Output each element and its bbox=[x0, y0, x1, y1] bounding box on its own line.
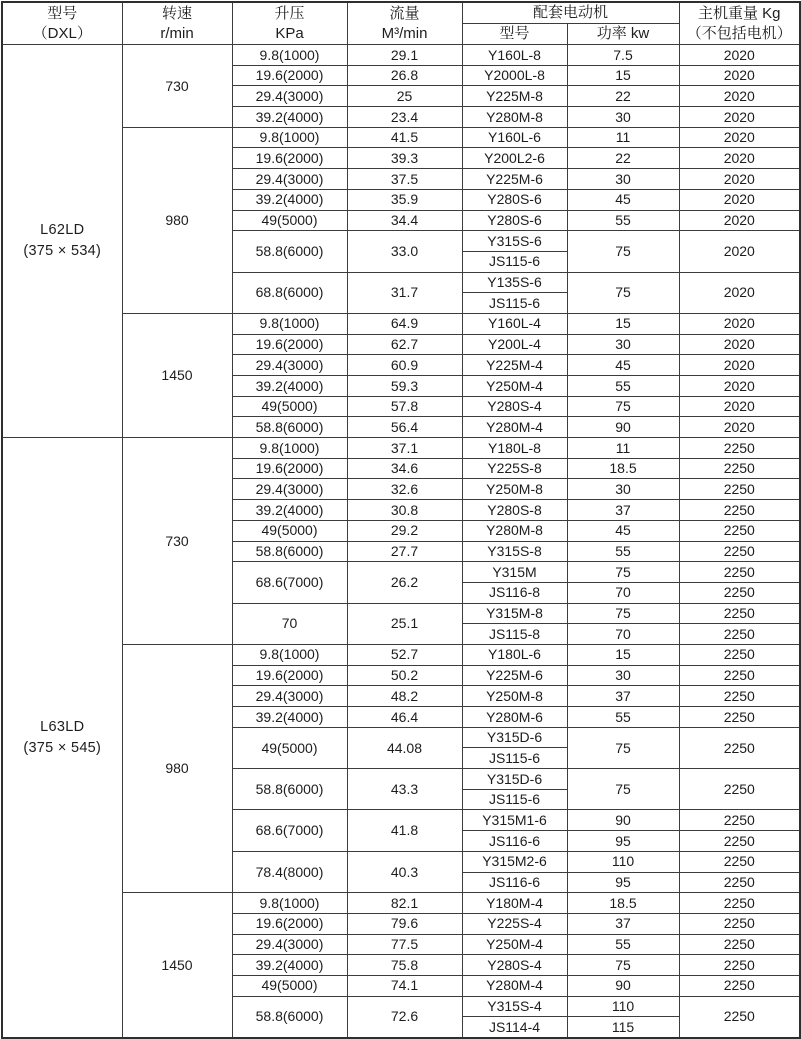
cell-motor-model: Y315S-6 bbox=[462, 231, 567, 252]
cell-pressure: 9.8(1000) bbox=[232, 438, 347, 459]
cell-motor-model: Y280M-6 bbox=[462, 707, 567, 728]
cell-power: 70 bbox=[567, 582, 679, 603]
cell-motor-model: Y180L-6 bbox=[462, 644, 567, 665]
cell-flow: 30.8 bbox=[347, 500, 462, 521]
cell-pressure: 39.2(4000) bbox=[232, 107, 347, 128]
cell-pressure: 68.8(6000) bbox=[232, 272, 347, 313]
header-model-line2: （DXL） bbox=[32, 24, 92, 42]
cell-flow: 72.6 bbox=[347, 996, 462, 1038]
cell-pressure: 39.2(4000) bbox=[232, 500, 347, 521]
header-motor-power: 功率 kw bbox=[567, 24, 679, 45]
cell-motor-model: Y315D-6 bbox=[462, 727, 567, 748]
cell-weight: 2250 bbox=[679, 707, 800, 728]
cell-pressure: 49(5000) bbox=[232, 975, 347, 996]
table-row bbox=[2, 45, 800, 66]
cell-weight: 2020 bbox=[679, 210, 800, 231]
cell-power: 7.5 bbox=[567, 45, 679, 66]
cell-flow: 64.9 bbox=[347, 313, 462, 334]
cell-pressure: 29.4(3000) bbox=[232, 169, 347, 190]
cell-speed: 980 bbox=[122, 644, 232, 892]
cell-flow: 32.6 bbox=[347, 479, 462, 500]
cell-weight: 2250 bbox=[679, 438, 800, 459]
cell-power: 55 bbox=[567, 210, 679, 231]
cell-flow: 59.3 bbox=[347, 376, 462, 397]
cell-power: 15 bbox=[567, 644, 679, 665]
cell-speed: 730 bbox=[122, 438, 232, 645]
cell-weight: 2250 bbox=[679, 851, 800, 872]
cell-motor-model: Y280S-4 bbox=[462, 955, 567, 976]
cell-pressure: 29.4(3000) bbox=[232, 355, 347, 376]
cell-flow: 43.3 bbox=[347, 769, 462, 810]
cell-power: 55 bbox=[567, 541, 679, 562]
cell-motor-model: JS115-8 bbox=[462, 624, 567, 645]
cell-weight: 2250 bbox=[679, 603, 800, 624]
cell-flow: 79.6 bbox=[347, 913, 462, 934]
cell-pressure: 49(5000) bbox=[232, 396, 347, 417]
cell-pressure: 49(5000) bbox=[232, 727, 347, 768]
cell-flow: 31.7 bbox=[347, 272, 462, 313]
cell-flow: 62.7 bbox=[347, 334, 462, 355]
table-header bbox=[2, 2, 800, 45]
cell-pressure: 68.6(7000) bbox=[232, 810, 347, 851]
table-row bbox=[2, 438, 800, 459]
cell-motor-model: Y280M-8 bbox=[462, 520, 567, 541]
cell-power: 95 bbox=[567, 831, 679, 852]
cell-weight: 2020 bbox=[679, 127, 800, 148]
cell-pressure: 78.4(8000) bbox=[232, 851, 347, 892]
cell-power: 11 bbox=[567, 438, 679, 459]
cell-flow: 37.5 bbox=[347, 169, 462, 190]
cell-motor-model: Y280S-6 bbox=[462, 189, 567, 210]
cell-power: 75 bbox=[567, 272, 679, 313]
cell-power: 55 bbox=[567, 376, 679, 397]
cell-power: 18.5 bbox=[567, 458, 679, 479]
cell-flow: 37.1 bbox=[347, 438, 462, 459]
cell-flow: 74.1 bbox=[347, 975, 462, 996]
cell-flow: 25.1 bbox=[347, 603, 462, 644]
cell-weight: 2250 bbox=[679, 520, 800, 541]
header-weight-line2: （不包括电机） bbox=[686, 24, 792, 42]
cell-model: L63LD (375 × 545) bbox=[2, 438, 122, 1038]
cell-motor-model: Y160L-8 bbox=[462, 45, 567, 66]
motor-spec-table bbox=[1, 1, 801, 1039]
cell-weight: 2020 bbox=[679, 376, 800, 397]
cell-flow: 57.8 bbox=[347, 396, 462, 417]
cell-weight: 2020 bbox=[679, 107, 800, 128]
cell-pressure: 39.2(4000) bbox=[232, 376, 347, 397]
cell-motor-model: Y315S-4 bbox=[462, 996, 567, 1017]
cell-motor-model: Y200L-4 bbox=[462, 334, 567, 355]
cell-weight: 2250 bbox=[679, 872, 800, 893]
cell-weight: 2020 bbox=[679, 148, 800, 169]
cell-power: 30 bbox=[567, 334, 679, 355]
header-model-line1: 型号 bbox=[47, 4, 78, 22]
cell-power: 75 bbox=[567, 955, 679, 976]
cell-power: 15 bbox=[567, 313, 679, 334]
cell-power: 37 bbox=[567, 686, 679, 707]
cell-motor-model: Y250M-8 bbox=[462, 686, 567, 707]
cell-weight: 2250 bbox=[679, 458, 800, 479]
header-speed bbox=[122, 2, 232, 45]
cell-weight: 2020 bbox=[679, 169, 800, 190]
cell-power: 30 bbox=[567, 665, 679, 686]
spec-table-body bbox=[2, 45, 800, 1039]
cell-flow: 33.0 bbox=[347, 231, 462, 272]
header-flow-line1: 流量 bbox=[389, 4, 420, 22]
cell-model: L62LD (375 × 534) bbox=[2, 45, 122, 438]
cell-weight: 2250 bbox=[679, 582, 800, 603]
cell-flow: 75.8 bbox=[347, 955, 462, 976]
cell-motor-model: Y280M-4 bbox=[462, 975, 567, 996]
cell-pressure: 39.2(4000) bbox=[232, 707, 347, 728]
cell-power: 45 bbox=[567, 189, 679, 210]
cell-pressure: 58.8(6000) bbox=[232, 417, 347, 438]
cell-flow: 41.5 bbox=[347, 127, 462, 148]
cell-weight: 2020 bbox=[679, 65, 800, 86]
cell-flow: 39.3 bbox=[347, 148, 462, 169]
cell-pressure: 29.4(3000) bbox=[232, 479, 347, 500]
header-pressure-line1: 升压 bbox=[274, 4, 305, 22]
cell-speed: 1450 bbox=[122, 893, 232, 1038]
cell-power: 110 bbox=[567, 851, 679, 872]
cell-weight: 2020 bbox=[679, 86, 800, 107]
cell-speed: 980 bbox=[122, 127, 232, 313]
cell-weight: 2250 bbox=[679, 831, 800, 852]
cell-flow: 34.4 bbox=[347, 210, 462, 231]
cell-weight: 2020 bbox=[679, 272, 800, 313]
cell-flow: 77.5 bbox=[347, 934, 462, 955]
cell-flow: 35.9 bbox=[347, 189, 462, 210]
cell-weight: 2250 bbox=[679, 975, 800, 996]
cell-flow: 29.1 bbox=[347, 45, 462, 66]
cell-motor-model: JS116-8 bbox=[462, 582, 567, 603]
cell-weight: 2020 bbox=[679, 231, 800, 272]
cell-weight: 2250 bbox=[679, 934, 800, 955]
cell-motor-model: Y225M-8 bbox=[462, 86, 567, 107]
cell-motor-model: Y280S-4 bbox=[462, 396, 567, 417]
cell-power: 45 bbox=[567, 355, 679, 376]
cell-pressure: 49(5000) bbox=[232, 520, 347, 541]
table-row bbox=[2, 313, 800, 334]
cell-weight: 2250 bbox=[679, 955, 800, 976]
cell-speed: 730 bbox=[122, 45, 232, 128]
cell-pressure: 19.6(2000) bbox=[232, 65, 347, 86]
cell-motor-model: JS115-6 bbox=[462, 293, 567, 314]
cell-pressure: 29.4(3000) bbox=[232, 686, 347, 707]
cell-weight: 2020 bbox=[679, 417, 800, 438]
cell-weight: 2250 bbox=[679, 996, 800, 1038]
cell-weight: 2250 bbox=[679, 541, 800, 562]
header-pressure-line2: KPa bbox=[275, 24, 304, 42]
cell-weight: 2020 bbox=[679, 396, 800, 417]
cell-motor-model: Y250M-4 bbox=[462, 934, 567, 955]
cell-flow: 26.2 bbox=[347, 562, 462, 603]
cell-weight: 2020 bbox=[679, 189, 800, 210]
cell-flow: 40.3 bbox=[347, 851, 462, 892]
header-weight bbox=[679, 2, 800, 45]
cell-motor-model: Y315M2-6 bbox=[462, 851, 567, 872]
cell-pressure: 68.6(7000) bbox=[232, 562, 347, 603]
cell-pressure: 9.8(1000) bbox=[232, 893, 347, 914]
cell-motor-model: JS114-4 bbox=[462, 1017, 567, 1038]
cell-flow: 48.2 bbox=[347, 686, 462, 707]
cell-motor-model: Y225S-8 bbox=[462, 458, 567, 479]
cell-weight: 2020 bbox=[679, 313, 800, 334]
cell-power: 95 bbox=[567, 872, 679, 893]
cell-flow: 44.08 bbox=[347, 727, 462, 768]
cell-power: 75 bbox=[567, 603, 679, 624]
cell-pressure: 58.8(6000) bbox=[232, 231, 347, 272]
cell-power: 37 bbox=[567, 913, 679, 934]
header-pressure bbox=[232, 2, 347, 45]
cell-motor-model: Y315M-8 bbox=[462, 603, 567, 624]
cell-weight: 2250 bbox=[679, 665, 800, 686]
cell-motor-model: Y225M-6 bbox=[462, 665, 567, 686]
cell-pressure: 49(5000) bbox=[232, 210, 347, 231]
cell-motor-model: Y250M-8 bbox=[462, 479, 567, 500]
cell-pressure: 19.6(2000) bbox=[232, 458, 347, 479]
cell-weight: 2250 bbox=[679, 727, 800, 768]
cell-motor-model: Y135S-6 bbox=[462, 272, 567, 293]
cell-pressure: 58.8(6000) bbox=[232, 769, 347, 810]
cell-motor-model: Y280S-8 bbox=[462, 500, 567, 521]
cell-power: 18.5 bbox=[567, 893, 679, 914]
cell-flow: 41.8 bbox=[347, 810, 462, 851]
cell-pressure: 9.8(1000) bbox=[232, 127, 347, 148]
cell-pressure: 29.4(3000) bbox=[232, 934, 347, 955]
cell-pressure: 39.2(4000) bbox=[232, 189, 347, 210]
cell-power: 90 bbox=[567, 810, 679, 831]
cell-power: 75 bbox=[567, 769, 679, 810]
header-model bbox=[2, 2, 122, 45]
cell-speed: 1450 bbox=[122, 313, 232, 437]
cell-power: 30 bbox=[567, 169, 679, 190]
cell-weight: 2250 bbox=[679, 893, 800, 914]
cell-flow: 46.4 bbox=[347, 707, 462, 728]
cell-power: 30 bbox=[567, 107, 679, 128]
cell-motor-model: JS115-6 bbox=[462, 789, 567, 810]
spec-sheet bbox=[0, 1, 800, 1035]
cell-motor-model: JS115-6 bbox=[462, 251, 567, 272]
cell-weight: 2020 bbox=[679, 45, 800, 66]
cell-motor-model: JS116-6 bbox=[462, 872, 567, 893]
cell-weight: 2250 bbox=[679, 769, 800, 810]
cell-flow: 60.9 bbox=[347, 355, 462, 376]
cell-motor-model: Y225M-4 bbox=[462, 355, 567, 376]
cell-power: 75 bbox=[567, 727, 679, 768]
cell-motor-model: JS115-6 bbox=[462, 748, 567, 769]
cell-flow: 29.2 bbox=[347, 520, 462, 541]
cell-weight: 2020 bbox=[679, 334, 800, 355]
cell-power: 75 bbox=[567, 231, 679, 272]
header-flow-line2: M³/min bbox=[381, 24, 428, 42]
table-row bbox=[2, 127, 800, 148]
header-flow bbox=[347, 2, 462, 45]
cell-weight: 2020 bbox=[679, 355, 800, 376]
cell-pressure: 58.8(6000) bbox=[232, 996, 347, 1038]
cell-power: 55 bbox=[567, 707, 679, 728]
cell-flow: 82.1 bbox=[347, 893, 462, 914]
cell-motor-model: Y180L-8 bbox=[462, 438, 567, 459]
cell-pressure: 58.8(6000) bbox=[232, 541, 347, 562]
cell-pressure: 19.6(2000) bbox=[232, 913, 347, 934]
cell-flow: 26.8 bbox=[347, 65, 462, 86]
cell-motor-model: Y160L-4 bbox=[462, 313, 567, 334]
cell-flow: 23.4 bbox=[347, 107, 462, 128]
cell-flow: 25 bbox=[347, 86, 462, 107]
cell-power: 45 bbox=[567, 520, 679, 541]
cell-motor-model: Y315D-6 bbox=[462, 769, 567, 790]
cell-pressure: 70 bbox=[232, 603, 347, 644]
cell-weight: 2250 bbox=[679, 624, 800, 645]
header-speed-line2: r/min bbox=[160, 24, 194, 42]
cell-power: 110 bbox=[567, 996, 679, 1017]
cell-pressure: 29.4(3000) bbox=[232, 86, 347, 107]
cell-weight: 2250 bbox=[679, 686, 800, 707]
cell-motor-model: Y280M-4 bbox=[462, 417, 567, 438]
cell-flow: 27.7 bbox=[347, 541, 462, 562]
cell-flow: 52.7 bbox=[347, 644, 462, 665]
cell-power: 37 bbox=[567, 500, 679, 521]
table-row bbox=[2, 893, 800, 914]
cell-power: 75 bbox=[567, 562, 679, 583]
cell-motor-model: Y315S-8 bbox=[462, 541, 567, 562]
cell-motor-model: Y2000L-8 bbox=[462, 65, 567, 86]
cell-power: 30 bbox=[567, 479, 679, 500]
cell-weight: 2250 bbox=[679, 562, 800, 583]
header-motor-group: 配套电动机 bbox=[462, 2, 679, 24]
cell-weight: 2250 bbox=[679, 644, 800, 665]
cell-power: 90 bbox=[567, 417, 679, 438]
cell-motor-model: Y280M-8 bbox=[462, 107, 567, 128]
cell-pressure: 19.6(2000) bbox=[232, 334, 347, 355]
cell-power: 22 bbox=[567, 86, 679, 107]
cell-pressure: 9.8(1000) bbox=[232, 45, 347, 66]
cell-power: 22 bbox=[567, 148, 679, 169]
cell-power: 70 bbox=[567, 624, 679, 645]
cell-power: 75 bbox=[567, 396, 679, 417]
cell-power: 15 bbox=[567, 65, 679, 86]
cell-flow: 34.6 bbox=[347, 458, 462, 479]
cell-motor-model: Y280S-6 bbox=[462, 210, 567, 231]
cell-power: 55 bbox=[567, 934, 679, 955]
cell-pressure: 39.2(4000) bbox=[232, 955, 347, 976]
cell-pressure: 9.8(1000) bbox=[232, 313, 347, 334]
cell-power: 90 bbox=[567, 975, 679, 996]
cell-weight: 2250 bbox=[679, 500, 800, 521]
header-weight-line1: 主机重量 Kg bbox=[698, 4, 781, 22]
cell-motor-model: Y315M bbox=[462, 562, 567, 583]
cell-motor-model: Y225S-4 bbox=[462, 913, 567, 934]
cell-power: 11 bbox=[567, 127, 679, 148]
cell-weight: 2250 bbox=[679, 913, 800, 934]
cell-flow: 50.2 bbox=[347, 665, 462, 686]
cell-flow: 56.4 bbox=[347, 417, 462, 438]
cell-weight: 2250 bbox=[679, 479, 800, 500]
header-speed-line1: 转速 bbox=[161, 4, 192, 22]
cell-motor-model: Y180M-4 bbox=[462, 893, 567, 914]
cell-motor-model: Y225M-6 bbox=[462, 169, 567, 190]
cell-motor-model: Y250M-4 bbox=[462, 376, 567, 397]
cell-pressure: 19.6(2000) bbox=[232, 665, 347, 686]
cell-pressure: 9.8(1000) bbox=[232, 644, 347, 665]
cell-power: 115 bbox=[567, 1017, 679, 1038]
header-motor-model: 型号 bbox=[462, 24, 567, 45]
cell-weight: 2250 bbox=[679, 810, 800, 831]
cell-motor-model: JS116-6 bbox=[462, 831, 567, 852]
cell-pressure: 19.6(2000) bbox=[232, 148, 347, 169]
cell-motor-model: Y315M1-6 bbox=[462, 810, 567, 831]
table-row bbox=[2, 644, 800, 665]
cell-motor-model: Y200L2-6 bbox=[462, 148, 567, 169]
cell-motor-model: Y160L-6 bbox=[462, 127, 567, 148]
